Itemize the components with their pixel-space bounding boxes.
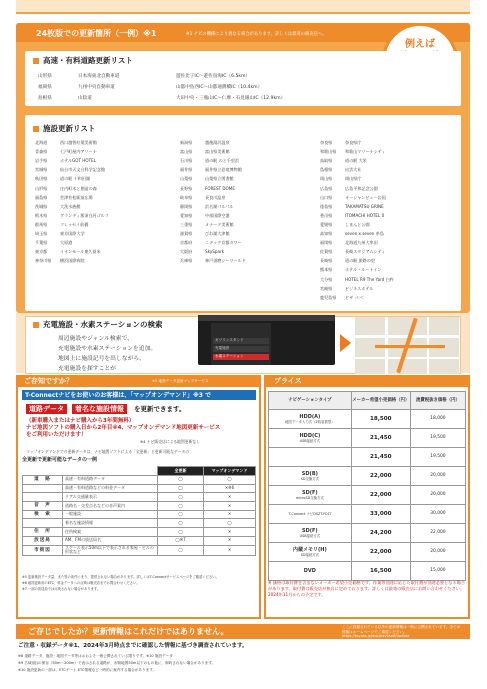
facility-name: 富山県美術館 xyxy=(205,149,230,155)
square-icon xyxy=(33,322,39,328)
facility-name: グランディ那須白河ゴルフ xyxy=(60,212,109,218)
table-row xyxy=(23,493,256,502)
small-note: マップオンデマンドでの更新データは、ナビ地図ソフトによる「全更新」と更新可能なデータの xyxy=(26,449,190,454)
notes-line: ※8 道路データ、施設・地図データ等はおおよそ一般公開されている限りです。※10 施設データ xyxy=(18,654,173,658)
price-type xyxy=(269,467,352,486)
price-type xyxy=(269,505,352,524)
price-row xyxy=(269,467,466,486)
table-full-update-mark: ◯ xyxy=(158,545,204,556)
price-note: ※ 価格は取付費を含まないメーカー希望小売価格です。作業等別途に応じた取付費が別途必要となる場合があります。取付費は販売店が独自に定めております。詳しくは最寄の販売店にお問い合わせください。2024年11月からの予定です。 xyxy=(268,580,466,598)
price-type xyxy=(269,562,352,581)
price-msrp: 22,000 xyxy=(351,543,410,562)
highway-heading xyxy=(33,56,133,65)
price-type-name: HDD(C) xyxy=(299,432,321,439)
facility-pref: 愛媛県 xyxy=(320,221,333,227)
table-category xyxy=(23,484,63,493)
facility-pref: 大分県 xyxy=(320,276,333,282)
free-period-line: （新車購入またはナビ購入から3年間無料） xyxy=(26,418,135,424)
price-excl: 20,000 xyxy=(410,486,465,505)
tag-tail: を更新できます。 xyxy=(134,405,186,413)
facility-pref: 埼玉県 xyxy=(35,231,48,236)
facility-name: 越後湯沢温泉 xyxy=(205,140,230,145)
update-title: 24枚版での更新箇所（一例）※1 xyxy=(36,29,157,38)
facility-pref: 三重県 xyxy=(180,221,193,227)
price-type-name: DVD xyxy=(303,568,316,574)
arrow-right-icon xyxy=(340,334,351,352)
col-map-on-demand: マップオンデマンド xyxy=(204,467,256,476)
facilities-title: 施設更新リスト xyxy=(43,124,96,133)
small-note: ※4 ナビ販売店による地図更新なし xyxy=(140,439,200,444)
table-item: 一般施設 xyxy=(63,510,158,519)
facility-pref: 福島県 xyxy=(35,194,48,200)
facility-pref: 愛知県 xyxy=(180,212,193,218)
price-row xyxy=(269,562,466,581)
price-excl: 20,000 xyxy=(410,467,465,486)
square-icon xyxy=(33,58,39,64)
facility-name: 長良川温泉 xyxy=(205,194,226,200)
facility-pref: 長野県 xyxy=(180,185,193,191)
price-row xyxy=(269,429,466,448)
price-excl: 22,000 xyxy=(410,524,465,543)
price-row xyxy=(269,505,466,524)
price-type xyxy=(269,429,352,448)
facility-pref: 鳥取県 xyxy=(320,158,333,164)
facility-pref: 長崎県 xyxy=(320,258,333,264)
badge-line1: 例えば xyxy=(405,39,435,50)
facility-pref: 富山県 xyxy=(180,149,193,155)
price-msrp: 18,500 xyxy=(351,410,410,429)
price-col-type: ナビゲーションタイプ xyxy=(269,392,352,410)
table-row xyxy=(23,510,256,519)
facility-name: 道の駅 十和田湖 xyxy=(60,176,90,182)
table-heading: 全更新で更新可能なデータの一例 xyxy=(22,457,98,463)
question-note: ※3 地図データ更新マップサービス xyxy=(152,379,209,383)
price-msrp: 16,500 xyxy=(351,562,410,581)
price-type xyxy=(269,410,352,429)
facility-name: ホテル・ルートイン xyxy=(345,267,382,273)
highway-section: 大田中央・三瓶山IC～仁摩・石見銀山IC（12.9km） xyxy=(176,96,286,101)
table-full-update-mark: ◯ xyxy=(158,528,204,537)
price-row xyxy=(269,410,466,429)
service-line2: をご利用いただけます！ xyxy=(26,432,87,438)
facility-pref: 千葉県 xyxy=(35,240,48,246)
facility-name: 道の駅 大栄 xyxy=(345,158,367,164)
highway-section: 遊佐比子IC～遊佐鳥海IC（6.5km） xyxy=(176,74,251,79)
facility-name: びわ湖大津館 xyxy=(205,231,230,236)
table-on-demand-mark: ◯ xyxy=(204,476,256,485)
highway-road: 山陰道 xyxy=(78,96,92,101)
footnote: ※7 一部の放送局では反映されない場合があります。 xyxy=(22,587,101,591)
facility-pref: 岡山県 xyxy=(320,176,333,182)
facility-pref: 鹿児島県 xyxy=(320,294,337,300)
facility-name: HOTEL R9 The Yard 臼杵 xyxy=(345,276,394,282)
facility-pref: 宮城県 xyxy=(35,167,48,173)
footnote: ※5 更新施設データ量、また等の条件にまり、提供されない場合があります。詳しくはT-Connectサービスページをご確認ください。 xyxy=(22,575,219,579)
table-full-update-mark: ◯ xyxy=(158,484,204,493)
table-on-demand-mark: ✕※6 xyxy=(204,484,256,493)
update-note: ※1 ナビの機種により異なる場合があります。詳しくは最寄の販売店へ。 xyxy=(186,32,327,37)
footnote: ※6 地図更新用のETC、料金データへの反映は販売店までお問合わせください。 xyxy=(22,581,140,585)
table-on-demand-mark: ✕ xyxy=(204,510,256,519)
service-line: ナビ地図ソフトの購入日から2年目※4、マップオンデマンド地図更新サービス xyxy=(26,425,221,431)
facility-name: メナード美術館 xyxy=(205,221,234,227)
price-type xyxy=(269,448,352,467)
highway-road: 日本海東北自動車道 xyxy=(78,74,120,79)
facility-name: ピザ パパ xyxy=(345,294,363,300)
highway-area: 島根県 xyxy=(38,96,52,101)
price-body xyxy=(269,410,466,581)
table-item: 高速・有料道路などの料金データ xyxy=(63,484,158,493)
price-type-name: HDD(A) xyxy=(299,413,321,420)
price-type-sub: USB接続方式 xyxy=(299,438,321,443)
facility-pref: 京都府 xyxy=(180,240,193,246)
facility-pref: 兵庫県 xyxy=(180,258,193,264)
price-row xyxy=(269,486,466,505)
table-on-demand-mark: ◯ xyxy=(204,519,256,528)
facility-pref: 群馬県 xyxy=(35,221,48,227)
table-row xyxy=(23,545,256,556)
ev-line: 充電施設や水素ステーションを追加。 xyxy=(58,346,157,352)
table-item: 着名な施設情報 xyxy=(63,519,158,528)
facility-pref: 石川県 xyxy=(180,158,193,164)
map-screenshot xyxy=(355,317,459,374)
price-msrp: 33,000 xyxy=(351,505,410,524)
table-row xyxy=(23,528,256,537)
nav-screen-bar xyxy=(198,315,335,321)
comparison-body xyxy=(23,476,256,556)
ev-heading xyxy=(33,320,163,329)
facility-name: 出雲大社 xyxy=(345,167,362,173)
highway-road: 九州中央自動車道 xyxy=(78,85,115,90)
facility-name: 仙台市天文台科学記念館 xyxy=(60,167,106,173)
table-category: 放送局 xyxy=(23,536,63,545)
ev-line: 地図上に施設記号を出しながら、 xyxy=(58,356,145,362)
facility-name: 庄内町木と創造の森 xyxy=(60,185,97,191)
top-strip xyxy=(16,0,470,14)
facility-name: 岡山県庁 xyxy=(345,176,362,182)
facility-name: FOREST DOME xyxy=(205,185,235,191)
price-msrp: 21,450 xyxy=(351,429,410,448)
price-type-sub: microSD交換方式 xyxy=(295,495,324,500)
table-full-update-mark: ◯ xyxy=(158,502,204,511)
ev-line: 周辺施設やジャンル検索で、 xyxy=(58,336,133,342)
facility-name: ITOMACHI HOTEL 0 xyxy=(345,212,385,218)
facility-pref: 山形県 xyxy=(35,185,48,191)
ev-line: 充電施設を探すことが xyxy=(58,366,116,372)
table-full-update-mark: ◯ xyxy=(158,519,204,528)
facility-pref: 広島県 xyxy=(320,185,333,191)
table-category: 音 声 xyxy=(23,502,63,511)
price-msrp: 22,000 xyxy=(351,467,410,486)
facility-name: 北海道九州大牟田 xyxy=(345,240,378,246)
price-type-name: SD(F) xyxy=(301,527,318,534)
facility-name: 奈良県庁 xyxy=(345,140,362,145)
price-row xyxy=(269,543,466,562)
price-type-sub: T-Connect ナビDSZT-YC4T xyxy=(288,511,332,516)
table-category: 市街図 xyxy=(23,545,63,556)
highway-area: 山形県 xyxy=(38,74,52,79)
table-on-demand-mark: ✕ xyxy=(204,528,256,537)
price-msrp: 22,000 xyxy=(351,486,410,505)
ev-title: 充電施設・水素ステーションの検索 xyxy=(43,320,163,329)
facility-pref: 大阪府 xyxy=(180,249,193,255)
table-on-demand-mark: ✕ xyxy=(204,493,256,502)
facility-name: 道の駅 旅路の里 xyxy=(345,258,375,264)
facility-pref: 佐賀県 xyxy=(320,249,333,255)
facility-pref: 栃木県 xyxy=(35,212,48,218)
table-category: 道 路 xyxy=(23,476,63,485)
facilities-heading xyxy=(33,124,95,133)
table-item: AM、FMの放送局名 xyxy=(63,536,158,545)
map-road xyxy=(355,357,459,359)
facility-name: SkySpark xyxy=(205,249,225,255)
table-row xyxy=(23,502,256,511)
facility-name: 大原港 xyxy=(60,240,73,246)
facility-name: 七戸町屋内アリーナ xyxy=(60,149,97,155)
facility-pref: 宮崎県 xyxy=(320,285,333,291)
tag-road-data: 道路データ xyxy=(26,404,67,414)
facility-name: イオンモール東久留米 xyxy=(60,249,101,255)
facility-name: 中部国際空港 xyxy=(205,212,230,218)
price-type xyxy=(269,524,352,543)
facility-name: 大洗水族館 xyxy=(60,203,81,209)
bottom-title: ご存じでしたか？更新情報はこれだけではありません。 xyxy=(28,627,229,636)
facility-pref: 青森県 xyxy=(35,149,48,155)
price-msrp: 24,200 xyxy=(351,524,410,543)
price-type-name: 内蔵メモリ(H) xyxy=(292,546,327,553)
table-full-update-mark: ◯ xyxy=(158,476,204,485)
table-item: 高速・有料道路データ xyxy=(63,476,158,485)
square-icon xyxy=(33,126,39,132)
tag-facility-info: 着名な施設情報 xyxy=(72,404,127,414)
price-excl: 30,000 xyxy=(410,505,465,524)
facility-pref: 静岡県 xyxy=(180,203,193,209)
facility-pref: 奈良県 xyxy=(320,140,333,145)
facility-pref: 高知県 xyxy=(320,231,333,236)
facility-pref: 東京都 xyxy=(35,249,48,255)
table-category xyxy=(23,519,63,528)
notes-main: ご注意・収録データ※1、2024年3月時点までに確認した情報に基づき調査されています。 xyxy=(18,643,248,649)
price-type-name: SD(B) xyxy=(301,470,318,477)
price-excl: 18,000 xyxy=(410,410,465,429)
table-item: リアル交通量表示 xyxy=(63,493,158,502)
price-type xyxy=(269,486,352,505)
table-full-update-mark: ◯ xyxy=(158,493,204,502)
facility-pref: 福岡県 xyxy=(320,240,333,246)
price-excl: 15,000 xyxy=(410,562,465,581)
table-on-demand-mark: ✕ xyxy=(204,502,256,511)
facility-name: しまんと公園 xyxy=(345,221,370,227)
facility-name: 浜名湖パルパル xyxy=(205,203,234,209)
facility-name: 山梨県立図書館 xyxy=(205,176,234,182)
price-excl: 19,500 xyxy=(410,448,465,467)
price-header-row xyxy=(269,392,466,410)
table-category: 住 所 xyxy=(23,528,63,537)
facility-pref: 神奈川県 xyxy=(35,258,52,264)
comparison-table xyxy=(22,466,256,556)
tconnect-text: T-Connectナビをお使いのお客様は、「マップオンデマンド」※3 で xyxy=(25,392,212,399)
facility-pref: 茨城県 xyxy=(35,203,48,209)
price-row xyxy=(269,524,466,543)
price-col-excl: 流費税抜き価格（円） xyxy=(410,392,465,410)
facility-pref: 徳島県 xyxy=(320,203,333,209)
facility-pref: 島根県 xyxy=(320,167,333,173)
facility-name: 横浜国際病院 xyxy=(60,258,85,264)
price-type-sub: SD接続方式 xyxy=(300,552,320,557)
facility-name: 長崎スタジアムシティ xyxy=(345,249,386,255)
highway-section: 山都中島西IC～山都通潤橋IC（10.4km） xyxy=(176,85,263,90)
facility-pref: 香川県 xyxy=(320,212,333,218)
price-type xyxy=(269,543,352,562)
facility-name: ビジネスホテル xyxy=(345,285,374,291)
table-full-update-mark: ◯ xyxy=(158,510,204,519)
col-full-update: 全更新 xyxy=(158,467,204,476)
question-title: ご存知ですか？ xyxy=(24,377,73,385)
facility-name: 西口越智紅葉美術館 xyxy=(60,140,97,145)
facility-pref: 岩手県 xyxy=(35,158,48,164)
bottom-link-note[interactable]: ここに収録されている以外の更新情報は一般に公開されています。全ての情報はホームページでご確認ください。https://toyota.jp/dop/navi/soft/update xyxy=(342,625,461,639)
facility-pref: 福井県 xyxy=(180,167,193,173)
facility-pref: 山梨県 xyxy=(180,176,193,182)
price-type-sub: USB接続方式 xyxy=(299,533,321,538)
table-row xyxy=(23,536,256,545)
table-header-blank xyxy=(23,467,158,476)
facility-name: 東京国際大学 xyxy=(60,231,85,236)
price-col-msrp: メーカー希望小売価格（円） xyxy=(351,392,410,410)
facility-name: 道の駅 のと千里浜 xyxy=(205,158,240,164)
facility-name: 広島平和記念公園 xyxy=(345,185,378,191)
menu-item[interactable]: 充電施設 xyxy=(213,346,269,352)
price-type-sub: 地図データ入力式（2枚装着型） xyxy=(285,419,335,424)
menu-item-selected[interactable]: 水素ステーション xyxy=(213,354,269,360)
table-item: 道路名・交差点名などの音声案内 xyxy=(63,502,158,511)
facility-name: ホテルGOT HOTEL xyxy=(60,158,96,164)
facility-pref: 和歌山県 xyxy=(320,149,337,155)
facility-name: 神戸須磨シーワールド xyxy=(205,258,246,264)
facility-name: フレッセイ前橋 xyxy=(60,221,89,227)
price-excl: 19,500 xyxy=(410,429,465,448)
price-type-name: SD(F) xyxy=(301,489,318,496)
facility-pref: 滋賀県 xyxy=(180,231,193,236)
table-item: スケール表示50m以下で表示される家屋・ビルの形状など xyxy=(63,545,158,556)
table-on-demand-mark: ✕ xyxy=(204,536,256,545)
table-header-row xyxy=(23,467,256,476)
notes-line: ※9 広域(総)の保存（50m～200m）で表示される道路が、市販地図50m以下のもの他に、制約されない場合があります。 xyxy=(18,661,216,665)
facility-pref: 岐阜県 xyxy=(180,194,193,200)
price-table xyxy=(268,391,466,581)
facility-name: オーシャンビュー岩国 xyxy=(345,194,386,200)
menu-item[interactable]: ガソリンスタンド xyxy=(213,338,269,344)
facility-name: 福井県立恐竜博物館 xyxy=(205,167,242,173)
facility-name: TAKAMATSU GRINE xyxy=(345,203,384,209)
facility-name: 和歌山マリーナシティ xyxy=(345,149,386,155)
price-msrp: 21,450 xyxy=(351,448,410,467)
facility-pref: 熊本県 xyxy=(320,267,333,273)
table-category: 検 索 xyxy=(23,510,63,519)
price-type-sub: SD交換方式 xyxy=(300,476,320,481)
table-row xyxy=(23,519,256,528)
price-row xyxy=(269,448,466,467)
table-category xyxy=(23,493,63,502)
table-row xyxy=(23,484,256,493)
notes-line: ※10 施設更新の一部は、ETCゲート ETC情報など一時的に案内する場合があります。 xyxy=(18,668,157,672)
price-title: プライス xyxy=(274,377,302,385)
facility-name: seven x seven 糸島 xyxy=(345,231,384,236)
table-on-demand-mark: ✕ xyxy=(204,545,256,556)
facility-name: 会津若松駅前広場 xyxy=(60,194,93,200)
table-item: 住所検索 xyxy=(63,528,158,537)
highway-title: 高速・有料道路更新リスト xyxy=(43,56,133,65)
facility-pref: 山口県 xyxy=(320,194,333,200)
table-row xyxy=(23,476,256,485)
highway-area: 福岡県 xyxy=(38,85,52,90)
facility-name: ニデック京都タワー xyxy=(205,240,242,246)
facility-pref: 北海道 xyxy=(35,140,48,145)
facility-pref: 秋田県 xyxy=(35,176,48,182)
price-excl: 20,000 xyxy=(410,543,465,562)
table-full-update-mark: ◯※7 xyxy=(158,536,204,545)
facility-pref: 新潟県 xyxy=(180,140,193,145)
map-route xyxy=(375,345,445,348)
